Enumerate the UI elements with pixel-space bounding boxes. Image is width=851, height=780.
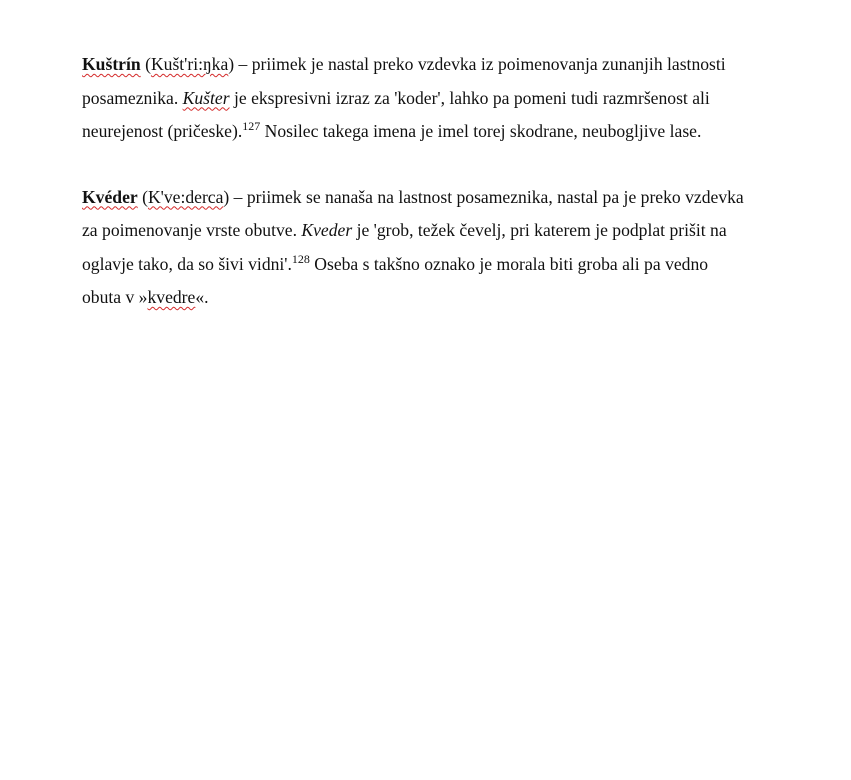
- headword: Kvéder: [82, 186, 138, 207]
- entry-line: [82, 214, 807, 248]
- entry-text: za poimenovanje vrste obutve.: [82, 220, 302, 240]
- footnote-ref[interactable]: 128: [291, 251, 310, 266]
- entry-line: [82, 181, 807, 215]
- entry-line: [82, 48, 807, 82]
- entry-text: obuta v »: [82, 287, 148, 307]
- entry-text: neurejenost (pričeske).: [82, 121, 243, 141]
- entry-text: ) – priimek se nanaša na lastnost posameznika, nastal pa je preko vzdevka: [223, 186, 744, 207]
- headword: Kuštrín: [82, 54, 141, 74]
- entry-text: je ekspresivni izraz za 'koder', lahko pa pomeni tudi razmršenost ali: [229, 87, 710, 108]
- entry-text: je 'grob, težek čevelj, pri katerem je podplat prišit na: [352, 220, 727, 240]
- paren-open: (: [140, 54, 151, 74]
- entry-text: posameznika.: [82, 87, 183, 108]
- document-page: [82, 48, 807, 315]
- flagged-word: kvedre: [147, 287, 196, 307]
- entry-text: «.: [195, 287, 209, 307]
- entry-kustrin: [82, 48, 807, 149]
- italic-term: Kušter: [182, 87, 230, 108]
- italic-term: Kveder: [301, 220, 353, 240]
- pronunciation: Kušt'ri:ŋka: [150, 54, 229, 74]
- entry-line: [82, 248, 807, 282]
- pronunciation: K've:derca: [147, 186, 224, 207]
- entry-text: Oseba s takšno oznako je morala biti groba ali pa vedno: [309, 253, 709, 274]
- entry-line: [82, 115, 807, 149]
- entry-line: [82, 281, 807, 315]
- footnote-ref[interactable]: 127: [242, 119, 261, 133]
- entry-text: oglavje tako, da so šivi vidni'.: [82, 253, 292, 274]
- paren-open: (: [137, 186, 148, 207]
- entry-line: [82, 82, 807, 116]
- entry-kveder: [82, 181, 807, 315]
- entry-text: ) – priimek je nastal preko vzdevka iz poimenovanja zunanjih lastnosti: [228, 54, 726, 74]
- entry-text: Nosilec takega imena je imel torej skodrane, neubogljive lase.: [260, 121, 702, 141]
